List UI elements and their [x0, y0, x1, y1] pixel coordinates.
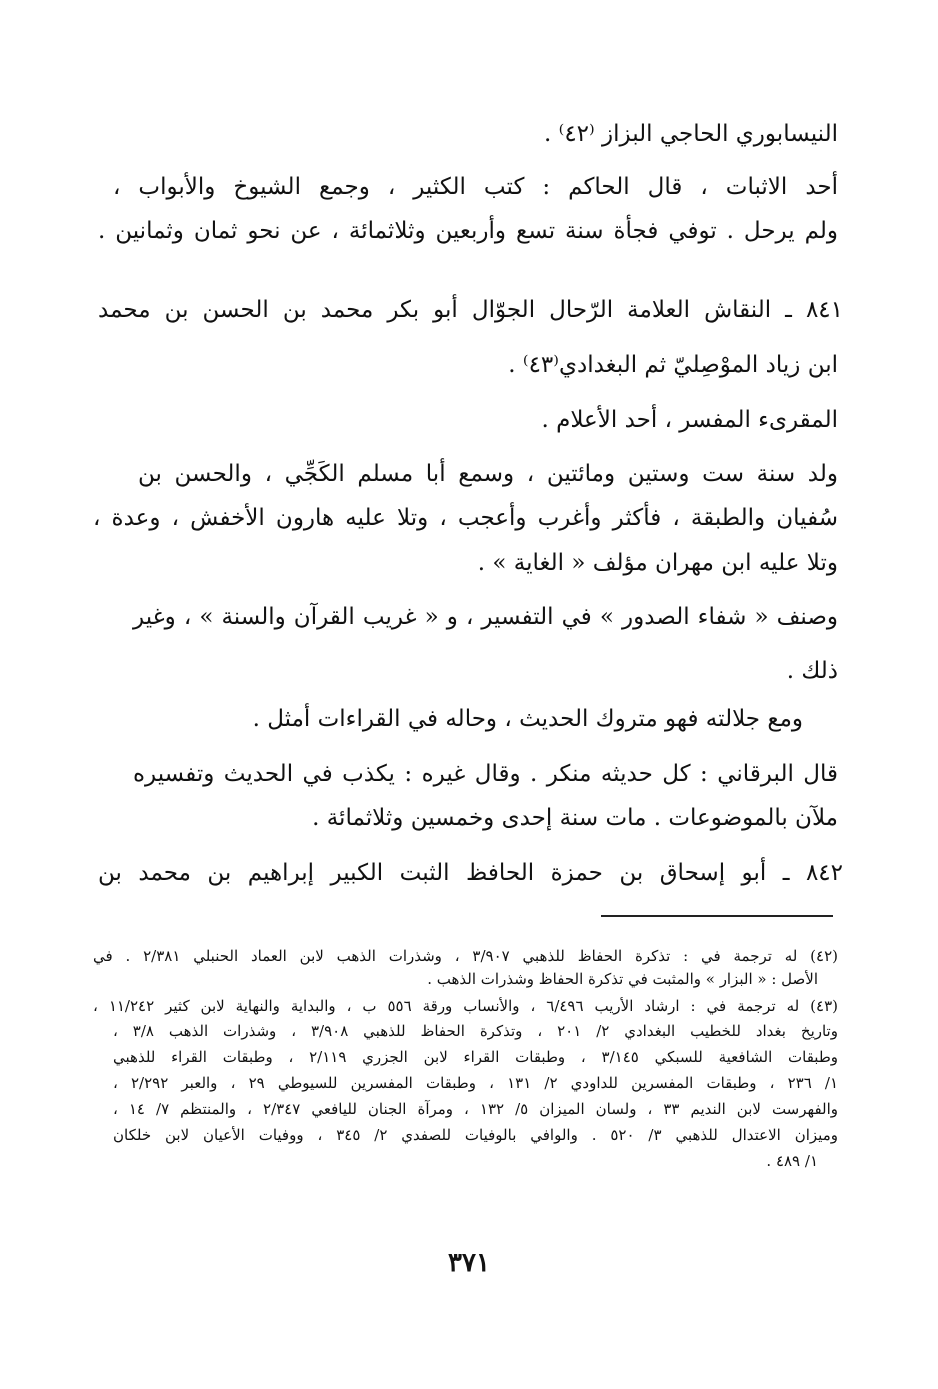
- footnote-line: والفهرست لابن النديم ٣٣ ، ولسان الميزان ٥/ ١٣٢ ، ومرآة الجنان لليافعي ٢/٣٤٧ ، والمنتظم ٧/ ١٤ ،: [113, 1100, 839, 1118]
- body-line: ملآن بالموضوعات . مات سنة إحدى وخمسين وثلاثمائة .: [312, 805, 838, 831]
- body-line: ذلك .: [786, 658, 838, 684]
- body-line: وصنف « شفاء الصدور » في التفسير ، و « غريب القرآن والسنة » ، وغير: [133, 604, 838, 630]
- page-number: ٣٧١: [448, 1248, 490, 1278]
- entry-heading-841: ٨٤١ ـ النقاش العلامة الرّحال الجوّال أبو بكر محمد بن الحسن بن محمد: [98, 297, 843, 323]
- footnote-line: ١/ ٤٨٩ .: [766, 1152, 818, 1170]
- footnote-line: (٤٣) له ترجمة في : ارشاد الأريب ٦/٤٩٦ ، والأنساب ورقة ٥٥٦ ب ، والبداية والنهاية لابن كثير ١١/٢٤٢ ،: [93, 997, 839, 1015]
- body-line: ابن زياد الموْصِليّ ثم البغدادي⁽٤٣⁾ .: [508, 352, 838, 378]
- body-line: النيسابوري الحاجي البزاز ⁽٤٢⁾ .: [544, 121, 838, 147]
- footnote-line: وتاريخ بغداد للخطيب البغدادي ٢/ ٢٠١ ، وتذكرة الحفاظ للذهبي ٣/٩٠٨ ، وشذرات الذهب ٣/٨ ،: [113, 1022, 838, 1040]
- body-line: سُفيان والطبقة ، فأكثر وأغرب وأعجب ، وتلا عليه هارون الأخفش ، وعدة ،: [93, 505, 838, 531]
- footnote-line: ١/ ٢٣٦ ، وطبقات المفسرين للداودي ٢/ ١٣١ ، وطبقات المفسرين للسيوطي ٢٩ ، والعبر ٢/٢٩٢ ،: [113, 1074, 839, 1092]
- footnote-line: (٤٢) له ترجمة في : تذكرة الحفاظ للذهبي ٣/٩٠٧ ، وشذرات الذهب لابن العماد الحنبلي ٢/٣٨١ . في: [93, 947, 839, 965]
- body-line: المقرىء المفسر ، أحد الأعلام .: [541, 407, 838, 433]
- body-line: أحد الاثبات ، قال الحاكم : كتب الكثير ، وجمع الشيوخ والأبواب ،: [113, 174, 838, 200]
- footnote-divider: [601, 915, 833, 917]
- body-line: قال البرقاني : كل حديثه منكر . وقال غيره : يكذب في الحديث وتفسيره: [133, 761, 838, 787]
- body-line: وتلا عليه ابن مهران مؤلف « الغاية » .: [477, 550, 838, 576]
- body-line: ومع جلالته فهو متروك الحديث ، وحاله في القراءات أمثل .: [252, 706, 803, 732]
- entry-heading-842: ٨٤٢ ـ أبو إسحاق بن حمزة الحافظ الثبت الكبير إبراهيم بن محمد بن: [98, 860, 843, 886]
- body-line: ولد سنة ست وستين ومائتين ، وسمع أبا مسلم الكَجِّي ، والحسن بن: [138, 461, 838, 487]
- footnote-line: الأصل : « البزار » والمثبت في تذكرة الحفاظ وشذرات الذهب .: [427, 970, 818, 988]
- body-line: ولم يرحل . توفي فجأة سنة تسع وأربعين وثلاثمائة ، عن نحو ثمان وثمانين .: [98, 218, 838, 244]
- footnote-line: وميزان الاعتدال للذهبي ٣/ ٥٢٠ . والوافي بالوفيات للصفدي ٢/ ٣٤٥ ، ووفيات الأعيان لابن خلكان: [113, 1126, 838, 1144]
- footnote-line: وطبقات الشافعية للسبكي ٣/١٤٥ ، وطبقات القراء لابن الجزري ٢/١١٩ ، وطبقات القراء للذهبي: [113, 1048, 839, 1066]
